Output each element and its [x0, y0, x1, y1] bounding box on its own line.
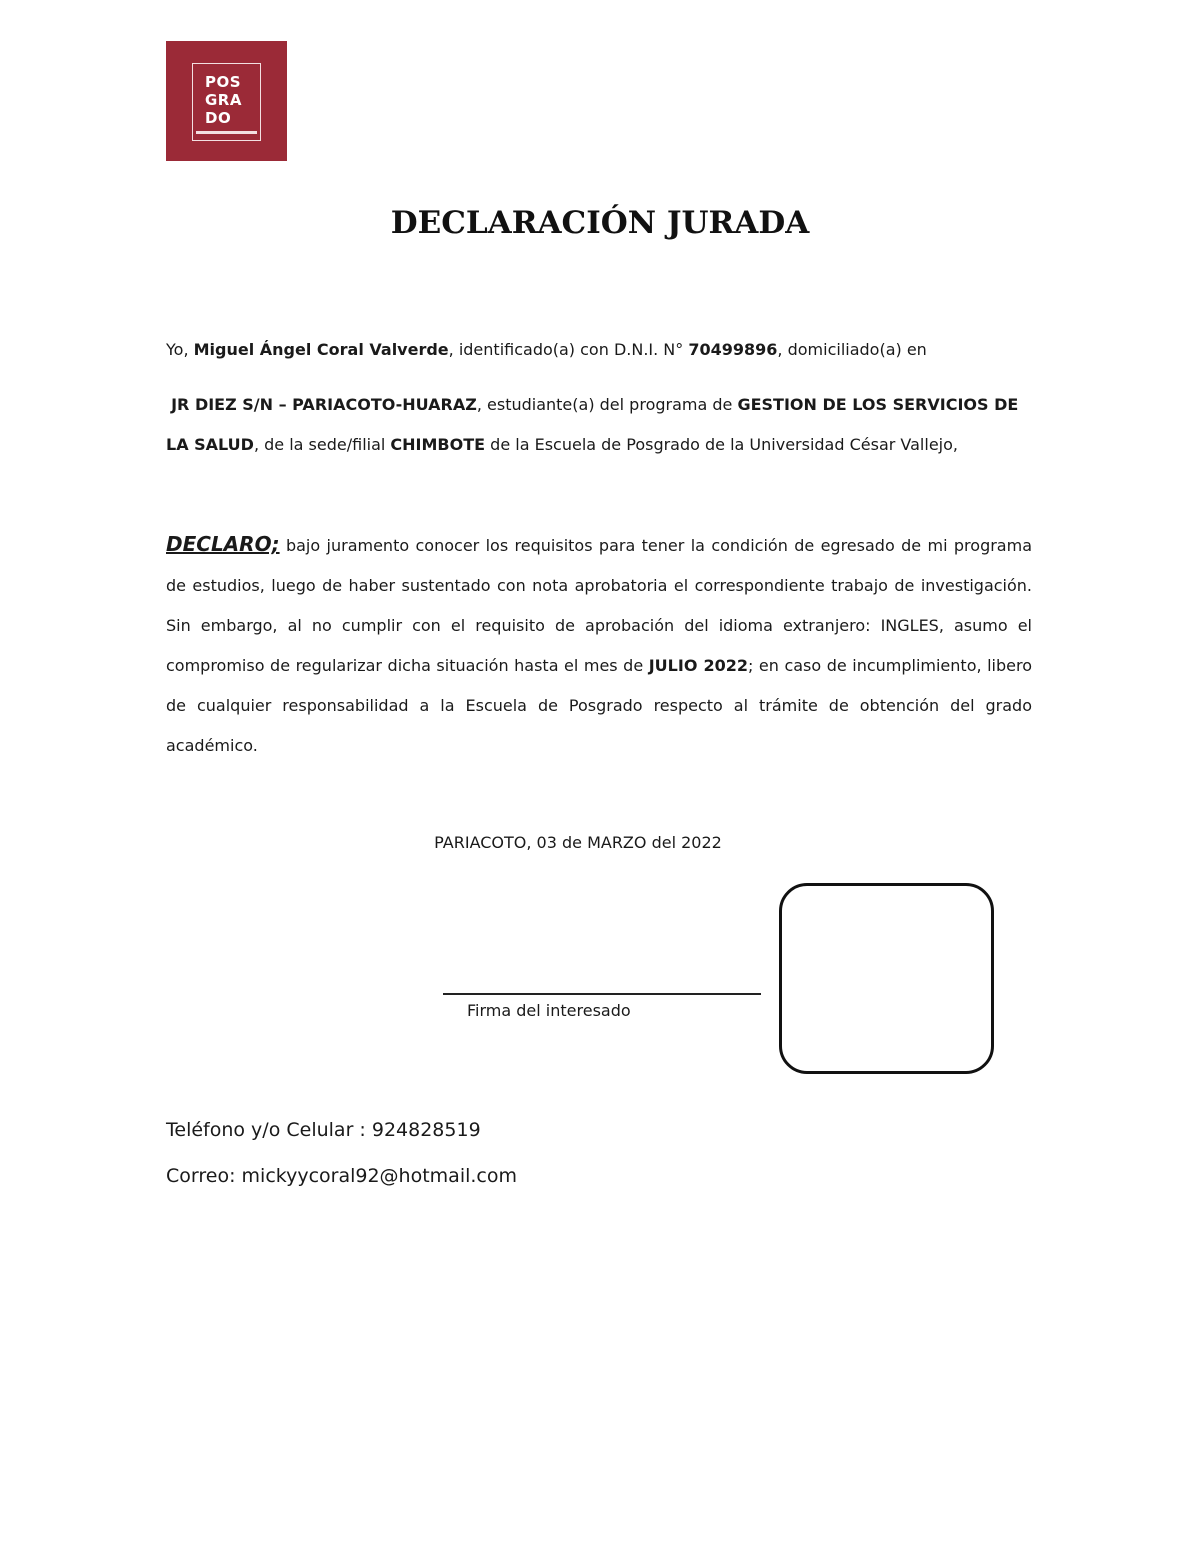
logo-line-3: DO	[205, 109, 232, 127]
document-title: DECLARACIÓN JURADA	[390, 205, 810, 241]
phone-label: Teléfono y/o Celular :	[166, 1119, 372, 1141]
address-sede-text: , de la sede/filial	[253, 435, 391, 454]
logo-text	[205, 73, 242, 127]
sede-name: CHIMBOTE	[390, 435, 486, 454]
logo-frame	[192, 63, 261, 141]
posgrado-logo	[166, 41, 287, 161]
declaration-text-2: ; en caso de incumplimiento, libero de cualquier responsabilidad a la Escuela de Posgrado respecto al trámite de obtención del grado académico.	[166, 656, 1033, 755]
address-street: JR DIEZ S/N – PARIACOTO-HUARAZ	[171, 395, 477, 414]
intro-identificado: , identificado(a) con D.N.I. N°	[448, 340, 684, 359]
dni-number: 70499896	[688, 340, 778, 359]
address-paragraph	[166, 385, 1032, 465]
address-rest: de la Escuela de Posgrado de la Universidad César Vallejo,	[485, 435, 958, 454]
program-name: GESTION DE LOS SERVICIOS DE LA SALUD	[166, 395, 1019, 454]
signature-label: Firma del interesado	[467, 1001, 631, 1020]
declaro-label: DECLARO;	[166, 532, 280, 556]
logo-line-2: GRA	[205, 91, 242, 109]
phone-line	[166, 1119, 481, 1141]
fingerprint-box	[779, 883, 994, 1074]
intro-paragraph	[166, 330, 1032, 370]
address-estudiante: , estudiante(a) del programa de	[476, 395, 733, 414]
place-date: PARIACOTO, 03 de MARZO del 2022	[434, 833, 722, 852]
declaration-paragraph	[166, 524, 1032, 766]
declaration-text-1: bajo juramento conocer los requisitos para tener la condición de egresado de mi programa de estudios, luego de haber sustentado con nota aprobatoria el correspondiente trabajo de investigación. Sin embargo, al no cumplir con el requisito de aprobación del idioma extranjero: INGLES, asumo el compromiso de regularizar dicha situación hasta el mes de	[166, 536, 1032, 675]
email-address: mickyycoral92@hotmail.com	[241, 1165, 518, 1187]
logo-line-1: POS	[205, 73, 242, 91]
deadline: JULIO 2022	[648, 656, 748, 675]
logo-underline	[196, 131, 257, 134]
signature-line	[443, 993, 761, 995]
email-line	[166, 1165, 517, 1187]
intro-domiciliado: , domiciliado(a) en	[777, 340, 927, 359]
phone-number: 924828519	[371, 1119, 481, 1141]
intro-yo: Yo,	[166, 340, 189, 359]
email-label: Correo:	[166, 1165, 242, 1187]
declarant-name: Miguel Ángel Coral Valverde	[193, 340, 449, 359]
